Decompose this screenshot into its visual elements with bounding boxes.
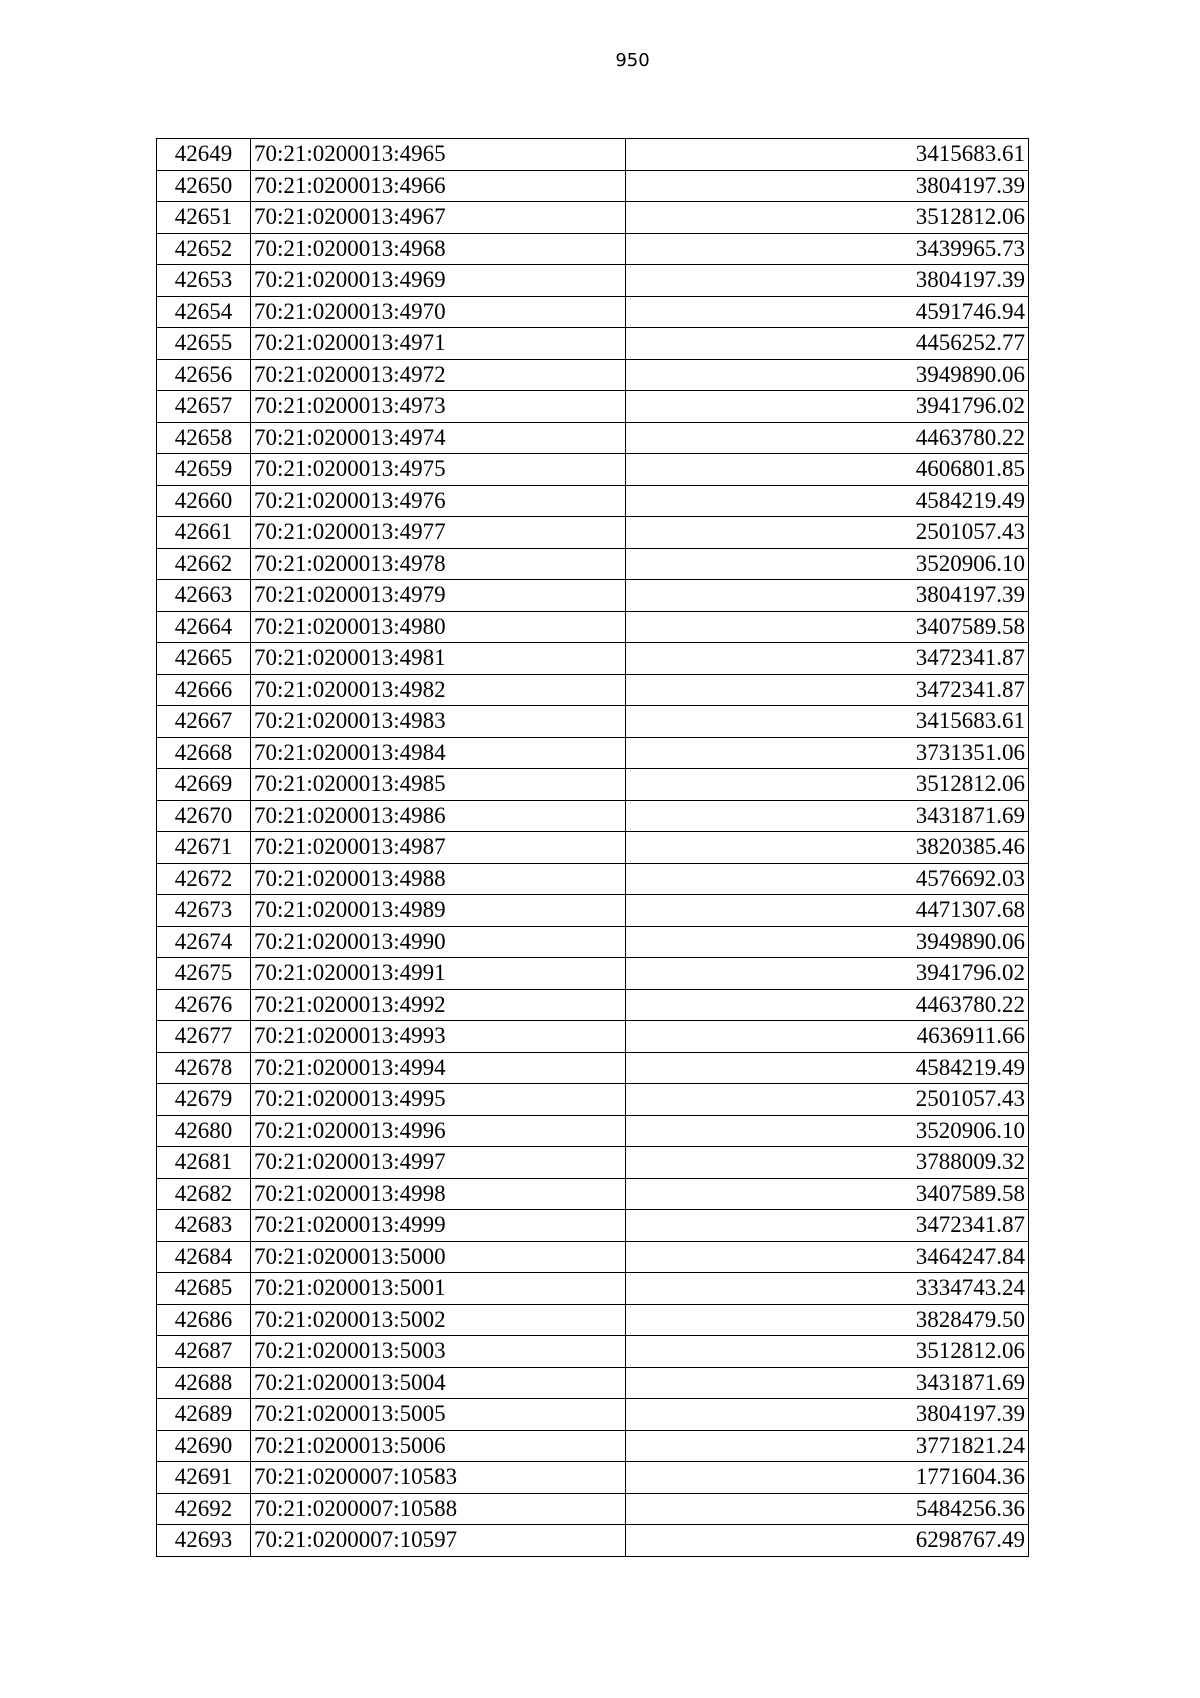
table-row — [157, 1178, 1029, 1210]
table-row — [157, 1304, 1029, 1336]
table-row — [157, 1241, 1029, 1273]
cadastral-value-cell: 4636911.66 — [626, 1021, 1029, 1053]
cadastral-number-cell: 70:21:0200013:4967 — [251, 202, 626, 234]
cadastral-number-cell: 70:21:0200013:4970 — [251, 296, 626, 328]
row-number-cell: 42674 — [157, 926, 251, 958]
cadastral-value-cell: 3804197.39 — [626, 580, 1029, 612]
cadastral-number-cell: 70:21:0200013:4996 — [251, 1115, 626, 1147]
cadastral-value-cell: 3949890.06 — [626, 359, 1029, 391]
table-row — [157, 202, 1029, 234]
cadastral-number-cell: 70:21:0200013:4986 — [251, 800, 626, 832]
table-row — [157, 989, 1029, 1021]
row-number-cell: 42672 — [157, 863, 251, 895]
cadastral-value-cell: 3407589.58 — [626, 1178, 1029, 1210]
cadastral-number-cell: 70:21:0200013:4990 — [251, 926, 626, 958]
row-number-cell: 42658 — [157, 422, 251, 454]
cadastral-number-cell: 70:21:0200013:4969 — [251, 265, 626, 297]
cadastral-number-cell: 70:21:0200013:4966 — [251, 170, 626, 202]
table-row — [157, 1021, 1029, 1053]
cadastral-value-cell: 3512812.06 — [626, 202, 1029, 234]
table-row — [157, 611, 1029, 643]
table-row — [157, 1147, 1029, 1179]
cadastral-number-cell: 70:21:0200013:4994 — [251, 1052, 626, 1084]
table-row — [157, 832, 1029, 864]
cadastral-number-cell: 70:21:0200013:4975 — [251, 454, 626, 486]
row-number-cell: 42665 — [157, 643, 251, 675]
table-row — [157, 863, 1029, 895]
cadastral-number-cell: 70:21:0200013:4976 — [251, 485, 626, 517]
cadastral-number-cell: 70:21:0200013:5004 — [251, 1367, 626, 1399]
cadastral-value-cell: 3941796.02 — [626, 958, 1029, 990]
row-number-cell: 42692 — [157, 1493, 251, 1525]
table-row — [157, 1084, 1029, 1116]
table-row — [157, 895, 1029, 927]
table-row — [157, 265, 1029, 297]
cadastral-value-cell: 6298767.49 — [626, 1525, 1029, 1557]
row-number-cell: 42676 — [157, 989, 251, 1021]
cadastral-number-cell: 70:21:0200013:5003 — [251, 1336, 626, 1368]
cadastral-value-cell: 3472341.87 — [626, 674, 1029, 706]
cadastral-number-cell: 70:21:0200013:5002 — [251, 1304, 626, 1336]
cadastral-value-cell: 4463780.22 — [626, 422, 1029, 454]
table-row — [157, 1367, 1029, 1399]
cadastral-number-cell: 70:21:0200013:4980 — [251, 611, 626, 643]
table-row — [157, 958, 1029, 990]
cadastral-number-cell: 70:21:0200013:4968 — [251, 233, 626, 265]
cadastral-value-cell: 4606801.85 — [626, 454, 1029, 486]
table-row — [157, 233, 1029, 265]
cadastral-number-cell: 70:21:0200013:4965 — [251, 139, 626, 171]
table-row — [157, 1336, 1029, 1368]
row-number-cell: 42681 — [157, 1147, 251, 1179]
table-row — [157, 517, 1029, 549]
cadastral-number-cell: 70:21:0200013:4995 — [251, 1084, 626, 1116]
row-number-cell: 42663 — [157, 580, 251, 612]
row-number-cell: 42656 — [157, 359, 251, 391]
cadastral-value-cell: 4471307.68 — [626, 895, 1029, 927]
cadastral-value-cell: 3512812.06 — [626, 1336, 1029, 1368]
row-number-cell: 42684 — [157, 1241, 251, 1273]
table-row — [157, 1210, 1029, 1242]
cadastral-number-cell: 70:21:0200013:4991 — [251, 958, 626, 990]
row-number-cell: 42659 — [157, 454, 251, 486]
table-row — [157, 359, 1029, 391]
cadastral-value-cell: 3828479.50 — [626, 1304, 1029, 1336]
row-number-cell: 42660 — [157, 485, 251, 517]
table-row — [157, 328, 1029, 360]
cadastral-number-cell: 70:21:0200013:4977 — [251, 517, 626, 549]
table-row — [157, 1052, 1029, 1084]
row-number-cell: 42670 — [157, 800, 251, 832]
cadastral-number-cell: 70:21:0200013:4985 — [251, 769, 626, 801]
page-number: 950 — [615, 50, 650, 71]
cadastral-number-cell: 70:21:0200013:4981 — [251, 643, 626, 675]
cadastral-number-cell: 70:21:0200013:4998 — [251, 1178, 626, 1210]
cadastral-number-cell: 70:21:0200013:5001 — [251, 1273, 626, 1305]
table-row — [157, 170, 1029, 202]
table-row — [157, 1493, 1029, 1525]
cadastral-value-cell: 3804197.39 — [626, 1399, 1029, 1431]
cadastral-number-cell: 70:21:0200013:4978 — [251, 548, 626, 580]
cadastral-value-cell: 3788009.32 — [626, 1147, 1029, 1179]
cadastral-number-cell: 70:21:0200013:4987 — [251, 832, 626, 864]
cadastral-value-cell: 4584219.49 — [626, 1052, 1029, 1084]
table-row — [157, 422, 1029, 454]
cadastral-value-cell: 3520906.10 — [626, 548, 1029, 580]
row-number-cell: 42655 — [157, 328, 251, 360]
cadastral-value-cell: 4463780.22 — [626, 989, 1029, 1021]
row-number-cell: 42662 — [157, 548, 251, 580]
cadastral-value-cell: 3520906.10 — [626, 1115, 1029, 1147]
row-number-cell: 42649 — [157, 139, 251, 171]
cadastral-value-cell: 3415683.61 — [626, 139, 1029, 171]
row-number-cell: 42667 — [157, 706, 251, 738]
cadastral-number-cell: 70:21:0200013:4988 — [251, 863, 626, 895]
table-row — [157, 706, 1029, 738]
cadastral-number-cell: 70:21:0200013:4997 — [251, 1147, 626, 1179]
row-number-cell: 42654 — [157, 296, 251, 328]
table-row — [157, 485, 1029, 517]
row-number-cell: 42678 — [157, 1052, 251, 1084]
table-row — [157, 1115, 1029, 1147]
cadastral-number-cell: 70:21:0200013:4982 — [251, 674, 626, 706]
cadastral-number-cell: 70:21:0200013:4983 — [251, 706, 626, 738]
cadastral-value-cell: 4584219.49 — [626, 485, 1029, 517]
cadastral-number-cell: 70:21:0200013:4973 — [251, 391, 626, 423]
table-row — [157, 391, 1029, 423]
cadastral-value-cell: 2501057.43 — [626, 517, 1029, 549]
row-number-cell: 42657 — [157, 391, 251, 423]
cadastral-value-cell: 5484256.36 — [626, 1493, 1029, 1525]
row-number-cell: 42661 — [157, 517, 251, 549]
cadastral-value-cell: 3804197.39 — [626, 170, 1029, 202]
cadastral-number-cell: 70:21:0200007:10588 — [251, 1493, 626, 1525]
row-number-cell: 42693 — [157, 1525, 251, 1557]
cadastral-value-cell: 3941796.02 — [626, 391, 1029, 423]
cadastral-value-cell: 1771604.36 — [626, 1462, 1029, 1494]
cadastral-value-cell: 2501057.43 — [626, 1084, 1029, 1116]
row-number-cell: 42677 — [157, 1021, 251, 1053]
table-row — [157, 800, 1029, 832]
table-row — [157, 643, 1029, 675]
cadastral-number-cell: 70:21:0200013:5000 — [251, 1241, 626, 1273]
cadastral-value-cell: 3731351.06 — [626, 737, 1029, 769]
row-number-cell: 42650 — [157, 170, 251, 202]
cadastral-value-cell: 3415683.61 — [626, 706, 1029, 738]
table-row — [157, 296, 1029, 328]
table-row — [157, 1273, 1029, 1305]
cadastral-value-cell: 3804197.39 — [626, 265, 1029, 297]
cadastral-number-cell: 70:21:0200013:4974 — [251, 422, 626, 454]
table-row — [157, 1462, 1029, 1494]
cadastral-number-cell: 70:21:0200013:4984 — [251, 737, 626, 769]
row-number-cell: 42651 — [157, 202, 251, 234]
cadastral-number-cell: 70:21:0200013:4971 — [251, 328, 626, 360]
table-row — [157, 737, 1029, 769]
cadastral-value-cell: 3472341.87 — [626, 643, 1029, 675]
table-row — [157, 454, 1029, 486]
row-number-cell: 42673 — [157, 895, 251, 927]
cadastral-value-cell: 3771821.24 — [626, 1430, 1029, 1462]
cadastral-value-table — [156, 138, 1029, 1557]
row-number-cell: 42671 — [157, 832, 251, 864]
table-row — [157, 1430, 1029, 1462]
table-row — [157, 139, 1029, 171]
row-number-cell: 42685 — [157, 1273, 251, 1305]
row-number-cell: 42668 — [157, 737, 251, 769]
row-number-cell: 42690 — [157, 1430, 251, 1462]
cadastral-value-cell: 3334743.24 — [626, 1273, 1029, 1305]
table-row — [157, 1525, 1029, 1557]
row-number-cell: 42687 — [157, 1336, 251, 1368]
row-number-cell: 42682 — [157, 1178, 251, 1210]
cadastral-value-cell: 4591746.94 — [626, 296, 1029, 328]
row-number-cell: 42666 — [157, 674, 251, 706]
row-number-cell: 42691 — [157, 1462, 251, 1494]
row-number-cell: 42688 — [157, 1367, 251, 1399]
row-number-cell: 42683 — [157, 1210, 251, 1242]
cadastral-value-cell: 3512812.06 — [626, 769, 1029, 801]
row-number-cell: 42680 — [157, 1115, 251, 1147]
table-row — [157, 674, 1029, 706]
row-number-cell: 42653 — [157, 265, 251, 297]
row-number-cell: 42664 — [157, 611, 251, 643]
table-row — [157, 580, 1029, 612]
cadastral-value-cell: 3439965.73 — [626, 233, 1029, 265]
cadastral-value-cell: 3431871.69 — [626, 1367, 1029, 1399]
cadastral-value-cell: 4456252.77 — [626, 328, 1029, 360]
cadastral-number-cell: 70:21:0200013:5005 — [251, 1399, 626, 1431]
row-number-cell: 42675 — [157, 958, 251, 990]
cadastral-number-cell: 70:21:0200013:4989 — [251, 895, 626, 927]
cadastral-value-cell: 3820385.46 — [626, 832, 1029, 864]
cadastral-number-cell: 70:21:0200013:4979 — [251, 580, 626, 612]
row-number-cell: 42669 — [157, 769, 251, 801]
table-row — [157, 926, 1029, 958]
cadastral-number-cell: 70:21:0200013:4972 — [251, 359, 626, 391]
cadastral-value-cell: 3431871.69 — [626, 800, 1029, 832]
table-body — [157, 139, 1029, 1557]
cadastral-number-cell: 70:21:0200013:4999 — [251, 1210, 626, 1242]
table-row — [157, 548, 1029, 580]
cadastral-number-cell: 70:21:0200013:4992 — [251, 989, 626, 1021]
cadastral-number-cell: 70:21:0200007:10583 — [251, 1462, 626, 1494]
cadastral-number-cell: 70:21:0200007:10597 — [251, 1525, 626, 1557]
cadastral-value-cell: 3949890.06 — [626, 926, 1029, 958]
table-row — [157, 1399, 1029, 1431]
cadastral-value-cell: 3472341.87 — [626, 1210, 1029, 1242]
cadastral-value-cell: 4576692.03 — [626, 863, 1029, 895]
row-number-cell: 42652 — [157, 233, 251, 265]
row-number-cell: 42689 — [157, 1399, 251, 1431]
cadastral-number-cell: 70:21:0200013:4993 — [251, 1021, 626, 1053]
cadastral-value-cell: 3407589.58 — [626, 611, 1029, 643]
row-number-cell: 42679 — [157, 1084, 251, 1116]
table-row — [157, 769, 1029, 801]
cadastral-number-cell: 70:21:0200013:5006 — [251, 1430, 626, 1462]
cadastral-value-cell: 3464247.84 — [626, 1241, 1029, 1273]
row-number-cell: 42686 — [157, 1304, 251, 1336]
